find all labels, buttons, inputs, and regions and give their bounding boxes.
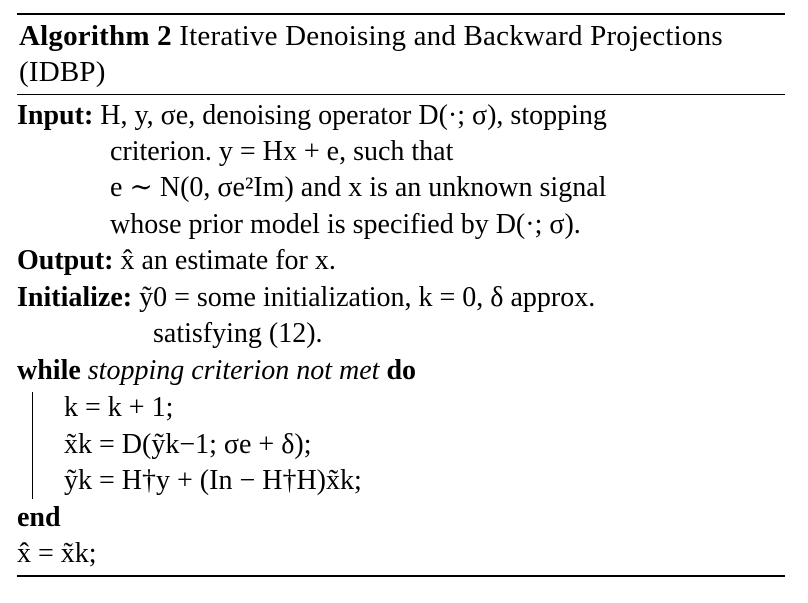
input-text-1: H, y, σe, denoising operator D(·; σ), stopping xyxy=(100,100,607,131)
loop-step-3: ỹk = H†y + (In − H†H)x̃k; xyxy=(64,465,362,496)
initialize-line-1 xyxy=(17,280,595,316)
loop-step-1: k = k + 1; xyxy=(64,392,174,423)
end-keyword: end xyxy=(17,502,61,533)
final-assignment: x̂ = x̃k; xyxy=(17,538,97,569)
output-text: x̂ an estimate for x. xyxy=(120,245,336,276)
input-line-2: criterion. y = Hx + e, such that xyxy=(110,136,454,167)
while-keyword: while xyxy=(17,355,81,386)
algorithm-bottom-rule xyxy=(17,575,785,577)
initialize-line-2: satisfying (12). xyxy=(153,318,323,349)
output-line xyxy=(17,243,336,279)
initialize-keyword: Initialize: xyxy=(17,282,133,313)
algorithm-caption xyxy=(19,18,789,90)
input-line-1 xyxy=(17,98,607,134)
input-keyword: Input: xyxy=(17,100,94,131)
algorithm-title: Iterative Denoising and Backward Projections (IDBP) xyxy=(19,20,723,88)
algorithm-label: Algorithm 2 xyxy=(19,20,172,52)
do-keyword: do xyxy=(386,355,417,386)
loop-body-bar xyxy=(32,392,33,499)
algorithm-top-rule xyxy=(17,13,785,15)
output-keyword: Output: xyxy=(17,245,114,276)
algorithm-caption-rule xyxy=(17,94,785,95)
input-line-4: whose prior model is specified by D(·; σ). xyxy=(110,209,581,240)
while-condition: stopping criterion not met xyxy=(87,355,380,386)
loop-step-2: x̃k = D(ỹk−1; σe + δ); xyxy=(64,429,312,460)
while-line xyxy=(17,353,416,389)
initialize-text-1: ỹ0 = some initialization, k = 0, δ approx. xyxy=(139,282,596,313)
input-line-3: e ∼ N(0, σe²Im) and x is an unknown signal xyxy=(110,172,607,203)
